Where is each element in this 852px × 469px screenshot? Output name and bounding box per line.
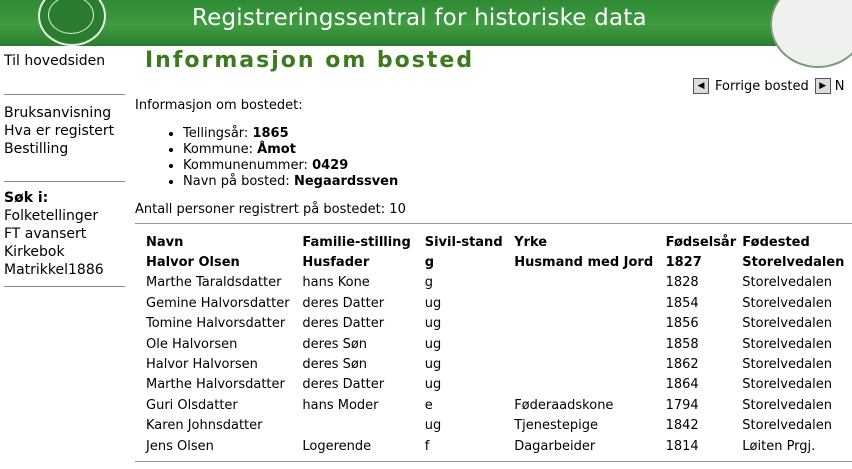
cell-familiestilling: deres Datter	[302, 377, 385, 393]
cell-familiestilling: deres Søn	[302, 357, 368, 373]
table-row	[146, 375, 852, 395]
fact-value: 1865	[252, 126, 289, 141]
sidebar-divider	[4, 286, 125, 287]
cell-sivilstand: ug	[424, 336, 442, 352]
cell-navn: Guri Olsdatter	[146, 397, 238, 413]
cell-sivilstand: g	[424, 255, 435, 271]
university-logo	[38, 0, 106, 46]
cell-yrke	[514, 334, 665, 354]
table-header-row	[146, 232, 852, 252]
cell-familiestilling: deres Søn	[302, 336, 368, 352]
fact-item	[183, 142, 398, 158]
table-row	[146, 273, 852, 293]
search-heading: Søk i:	[4, 190, 49, 206]
cell-fodselsar: 1827	[665, 255, 702, 271]
cell-yrke: Føderaadskone	[514, 397, 614, 413]
cell-fodselsar: 1856	[665, 316, 699, 332]
nav-home-link[interactable]: Til hovedsiden	[4, 53, 106, 69]
sidebar-divider	[4, 94, 125, 95]
col-header-sivilstand: Sivil-stand	[424, 234, 503, 250]
table-row	[146, 293, 852, 313]
cell-sivilstand: ug	[424, 418, 442, 434]
cell-navn: Jens Olsen	[146, 438, 214, 454]
cell-navn: Karen Johnsdatter	[146, 418, 263, 434]
next-arrow-button[interactable]: ▶	[815, 78, 831, 94]
cell-familiestilling: hans Moder	[302, 397, 379, 413]
seal-image	[770, 0, 852, 68]
cell-yrke	[514, 273, 665, 293]
cell-fodested: Løiten Prgj.	[742, 438, 816, 454]
cell-yrke: Husmand med Jord	[514, 255, 654, 271]
sidebar-group-info	[4, 104, 126, 158]
fact-value: Åmot	[257, 142, 296, 157]
cell-sivilstand: ug	[424, 377, 442, 393]
sidebar-group-search	[4, 189, 126, 279]
fact-label: Kommunenummer:	[183, 158, 313, 173]
table-row	[146, 314, 852, 334]
cell-yrke	[514, 314, 665, 334]
page-title: Informasjon om bosted	[145, 48, 475, 73]
next-bosted-link[interactable]: N	[834, 78, 845, 94]
cell-navn: Marthe Halvorsdatter	[146, 377, 285, 393]
bosted-facts-list	[165, 126, 398, 190]
cell-fodested: Storelvedalen	[742, 255, 845, 271]
nav-bestilling-link[interactable]: Bestilling	[4, 141, 69, 157]
table-row	[146, 416, 852, 436]
fact-label: Kommune:	[183, 142, 258, 157]
fact-item	[183, 174, 398, 190]
table-top-divider	[135, 223, 852, 224]
col-header-navn: Navn	[146, 234, 184, 250]
cell-fodested: Storelvedalen	[742, 275, 833, 291]
nav-hva-er-registert-link[interactable]: Hva er registert	[4, 123, 115, 139]
fact-label: Tellingsår:	[183, 126, 253, 141]
cell-navn: Marthe Taraldsdatter	[146, 275, 282, 291]
cell-yrke: Dagarbeider	[514, 438, 596, 454]
cell-familiestilling: hans Kone	[302, 275, 370, 291]
previous-arrow-button[interactable]: ◀	[693, 78, 709, 94]
cell-fodselsar: 1858	[665, 336, 699, 352]
cell-fodselsar: 1864	[665, 377, 699, 393]
cell-fodselsar: 1794	[665, 397, 699, 413]
fact-item	[183, 158, 398, 174]
cell-yrke	[514, 293, 665, 313]
cell-sivilstand: e	[424, 397, 433, 413]
person-count: Antall personer registrert på bostedet: 10	[135, 202, 406, 217]
cell-navn: Tomine Halvorsdatter	[146, 316, 286, 332]
cell-fodested: Storelvedalen	[742, 336, 833, 352]
site-title: Registreringssentral for historiske data	[192, 5, 647, 31]
cell-fodselsar: 1842	[665, 418, 699, 434]
cell-navn: Ole Halvorsen	[146, 336, 238, 352]
cell-fodselsar: 1814	[665, 438, 699, 454]
fact-value: Negaardssven	[293, 174, 399, 189]
cell-fodested: Storelvedalen	[742, 316, 833, 332]
cell-fodested: Storelvedalen	[742, 418, 833, 434]
bosted-info-heading: Informasjon om bostedet:	[135, 98, 303, 113]
header-banner	[0, 0, 852, 46]
cell-fodselsar: 1854	[665, 295, 699, 311]
record-navigation	[693, 78, 844, 94]
cell-sivilstand: ug	[424, 316, 442, 332]
nav-folketellinger-link[interactable]: Folketellinger	[4, 208, 99, 224]
persons-table	[146, 232, 852, 456]
cell-familiestilling: deres Datter	[302, 295, 385, 311]
cell-familiestilling: Husfader	[302, 255, 370, 271]
table-row	[146, 354, 852, 374]
nav-ft-avansert-link[interactable]: FT avansert	[4, 226, 87, 242]
cell-yrke	[514, 375, 665, 395]
table-row	[146, 436, 852, 456]
fact-item	[183, 126, 398, 142]
table-row	[146, 395, 852, 415]
cell-fodested: Storelvedalen	[742, 377, 833, 393]
cell-navn: Halvor Olsen	[146, 255, 240, 271]
cell-sivilstand: g	[424, 275, 433, 291]
cell-fodselsar: 1862	[665, 357, 699, 373]
sidebar-nav	[4, 52, 126, 70]
previous-bosted-link[interactable]: Forrige bosted	[715, 78, 809, 94]
cell-fodested: Storelvedalen	[742, 397, 833, 413]
cell-yrke: Tjenestepige	[514, 418, 598, 434]
logo-ring	[48, 0, 94, 34]
col-header-familiestilling: Familie-stilling	[302, 234, 411, 250]
cell-familiestilling	[302, 416, 424, 436]
cell-fodested: Storelvedalen	[742, 295, 833, 311]
sidebar-divider	[4, 181, 125, 182]
cell-sivilstand: ug	[424, 357, 442, 373]
cell-sivilstand: ug	[424, 295, 442, 311]
cell-fodselsar: 1828	[665, 275, 699, 291]
nav-matrikkel1886-link[interactable]: Matrikkel1886	[4, 262, 104, 278]
cell-fodested: Storelvedalen	[742, 357, 833, 373]
cell-familiestilling: deres Datter	[302, 316, 385, 332]
cell-navn: Gemine Halvorsdatter	[146, 295, 290, 311]
cell-yrke	[514, 354, 665, 374]
table-row	[146, 252, 852, 272]
table-bottom-divider	[135, 461, 852, 462]
fact-value: 0429	[312, 158, 349, 173]
nav-bruksanvisning-link[interactable]: Bruksanvisning	[4, 105, 112, 121]
cell-navn: Halvor Halvorsen	[146, 357, 258, 373]
table-row	[146, 334, 852, 354]
col-header-fodested: Fødested	[742, 234, 810, 250]
col-header-yrke: Yrke	[514, 234, 548, 250]
col-header-fodselsar: Fødselsår	[665, 234, 737, 250]
fact-label: Navn på bosted:	[183, 174, 294, 189]
nav-kirkebok-link[interactable]: Kirkebok	[4, 244, 65, 260]
cell-sivilstand: f	[424, 438, 430, 454]
cell-familiestilling: Logerende	[302, 438, 372, 454]
